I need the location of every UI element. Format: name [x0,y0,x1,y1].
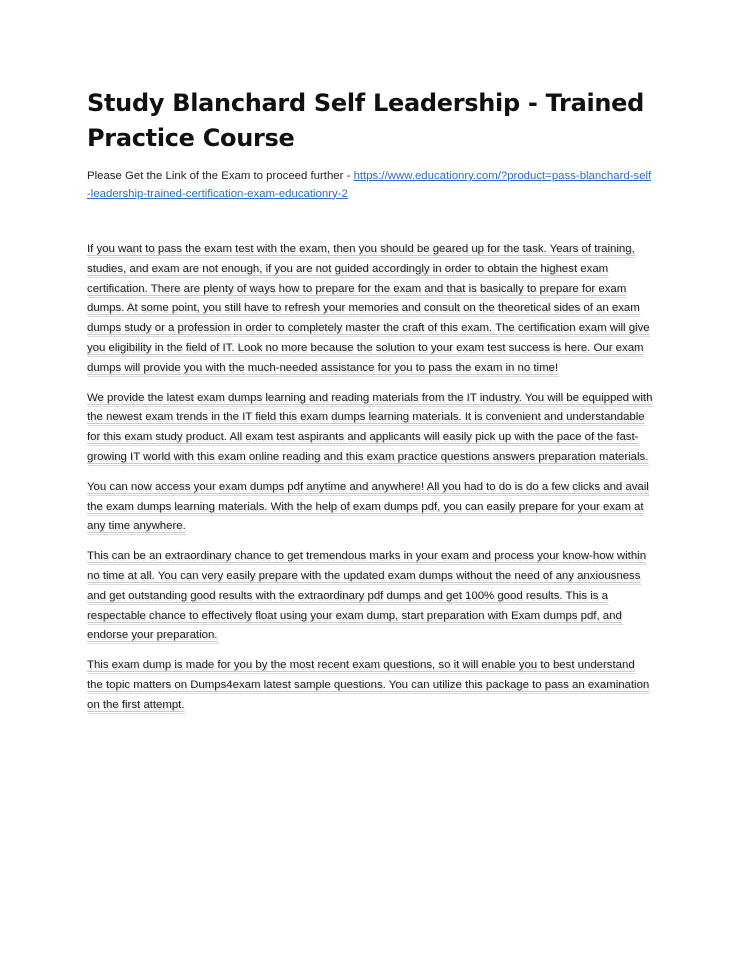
document-page [87,86,653,726]
intro-text: Please Get the Link of the Exam to proceed further - [87,170,354,182]
exam-link[interactable]: https://www.educationry.com/?product=pass-blanchard-self-leadership-trained-certification-exam-educationry-2 [87,170,652,200]
paragraph-4: This can be an extraordinary chance to get tremendous marks in your exam and process your know-how within no time at all. You can very easily prepare with the updated exam dumps without the need of any anxiousness and get outstanding good results with the extraordinary pdf dumps and get 100% good results. This is a respectable chance to effectively float using your exam dump, start preparation with Exam dumps pdf, and endorse your preparation. [87,550,647,642]
paragraph-2: We provide the latest exam dumps learning and reading materials from the IT industry. You will be equipped with the newest exam trends in the IT field this exam dumps learning materials. It is convenient and understandable for this exam study product. All exam test aspirants and applicants will easily pick up with the pace of the fast-growing IT world with this exam online reading and this exam practice questions answers preparation materials. [87,391,653,463]
paragraph-3: You can now access your exam dumps pdf anytime and anywhere! All you had to do is do a few clicks and avail the exam dumps learning materials. With the help of exam dumps pdf, you can easily prepare for your exam at any time anywhere. [87,480,649,533]
paragraph-1: If you want to pass the exam test with the exam, then you should be geared up for the task. Years of training, studies, and exam are not enough, if you are not guided accordingly in order to obtain the highest exam certification. There are plenty of ways how to prepare for the exam and that is basically to prepare for exam dumps. At some point, you still have to refresh your memories and consult on the theoretical sides of an exam dumps study or a profession in order to completely master the craft of this exam. The certification exam will give you eligibility in the field of IT. Look no more because the solution to your exam test success is here. Our exam dumps will provide you with the much-needed assistance for you to pass the exam in no time! [87,243,650,374]
intro-line [87,168,653,203]
body-text [87,240,653,716]
page-title: Study Blanchard Self Leadership - Trained Practice Course [87,89,645,152]
paragraph-5: This exam dump is made for you by the most recent exam questions, so it will enable you to best understand the topic matters on Dumps4exam latest sample questions. You can utilize this package to pass an examination on the first attempt. [87,659,650,711]
